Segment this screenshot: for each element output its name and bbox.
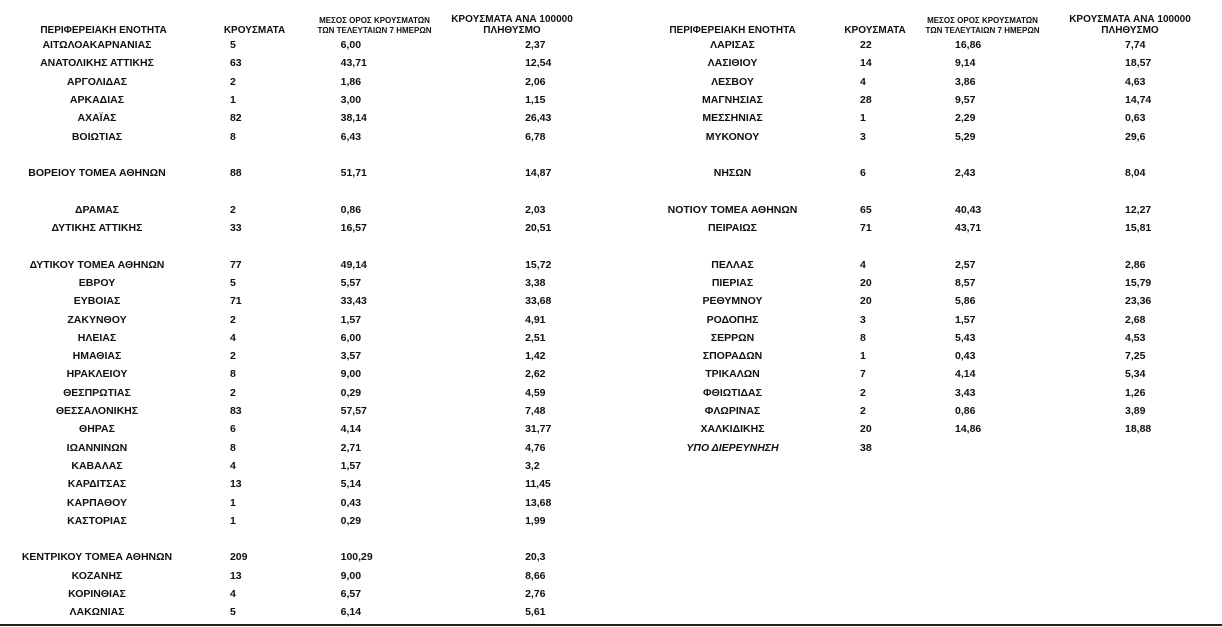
- avg-cell: 3,43: [955, 386, 976, 399]
- cases-cell: 71: [860, 222, 872, 235]
- avg-cell: 14,86: [955, 423, 982, 436]
- avg-cell: 16,57: [340, 222, 367, 235]
- header-cases: ΚΡΟΥΣΜΑΤΑ: [223, 25, 286, 36]
- region-cell: ΚΟΡΙΝΘΙΑΣ: [68, 588, 126, 601]
- avg-cell: 16,86: [955, 39, 982, 52]
- rate-cell: 12,54: [525, 57, 552, 70]
- avg-cell: 38,14: [340, 112, 367, 125]
- rate-cell: 20,3: [525, 551, 546, 564]
- region-cell: ΤΡΙΚΑΛΩΝ: [705, 368, 760, 381]
- avg-cell: 51,71: [340, 167, 367, 180]
- avg-cell: 6,14: [340, 606, 362, 619]
- avg-cell: 6,00: [340, 39, 362, 52]
- header-avg: [302, 16, 447, 36]
- cases-cell: 4: [860, 258, 866, 271]
- table-row: [0, 274, 600, 292]
- avg-cell: 3,86: [955, 75, 976, 88]
- table-row: [0, 310, 600, 328]
- region-cell: ΝΟΤΙΟΥ ΤΟΜΕΑ ΑΘΗΝΩΝ: [667, 203, 798, 216]
- region-cell: ΣΠΟΡΑΔΩΝ: [702, 350, 763, 363]
- table-row: [0, 164, 600, 182]
- avg-cell: 8,57: [955, 277, 976, 289]
- rate-cell: 3,89: [1125, 405, 1146, 418]
- cases-cell: 209: [229, 551, 248, 564]
- rate-cell: 15,72: [525, 258, 552, 271]
- cases-cell: 1: [860, 350, 866, 363]
- avg-cell: 0,86: [340, 203, 362, 216]
- spacer-row: [625, 237, 1222, 255]
- region-cell: ΔΥΤΙΚΗΣ ΑΤΤΙΚΗΣ: [51, 222, 143, 235]
- avg-cell: 9,00: [340, 368, 362, 381]
- avg-cell: 4,14: [955, 368, 976, 381]
- rate-cell: 4,59: [525, 386, 546, 399]
- region-cell: ΖΑΚΥΝΘΟΥ: [67, 313, 127, 326]
- spacer-row: [0, 530, 600, 548]
- rate-cell: 4,63: [1125, 75, 1146, 88]
- cases-cell: 71: [229, 295, 242, 308]
- region-cell: ΛΑΡΙΣΑΣ: [710, 39, 755, 52]
- avg-cell: 0,29: [340, 514, 362, 527]
- avg-cell: 57,57: [340, 405, 367, 418]
- table-row: [0, 402, 600, 420]
- avg-cell: 5,43: [955, 331, 976, 344]
- right-table-header: [625, 4, 1222, 36]
- rate-cell: 1,42: [525, 350, 546, 363]
- table-row: [625, 384, 1222, 402]
- rate-cell: 2,03: [525, 203, 546, 216]
- region-cell: ΥΠΟ ΔΙΕΡΕΥΝΗΣΗ: [686, 441, 779, 454]
- avg-cell: 0,43: [955, 350, 976, 363]
- table-row: [0, 493, 600, 511]
- region-cell: ΘΗΡΑΣ: [79, 423, 115, 436]
- table-row: [0, 475, 600, 493]
- region-cell: ΑΧΑΪΑΣ: [77, 112, 117, 125]
- cases-cell: 88: [229, 167, 242, 180]
- region-cell: ΚΑΡΠΑΘΟΥ: [66, 496, 128, 509]
- avg-cell: 1,57: [955, 313, 976, 326]
- region-cell: ΚΟΖΑΝΗΣ: [71, 569, 123, 582]
- cases-cell: 7: [860, 368, 866, 381]
- rate-cell: 2,62: [525, 368, 546, 381]
- spacer-row: [0, 146, 600, 164]
- region-cell: ΔΥΤΙΚΟΥ ΤΟΜΕΑ ΑΘΗΝΩΝ: [29, 258, 165, 271]
- rate-cell: 2,86: [1125, 258, 1146, 271]
- spacer-row: [625, 182, 1222, 200]
- header-rate-line2: ΠΛΗΘΥΣΜΟ: [1101, 25, 1159, 36]
- rate-cell: 5,61: [525, 606, 546, 619]
- table-row: [625, 310, 1222, 328]
- avg-cell: 6,57: [340, 588, 362, 601]
- avg-cell: 1,86: [340, 75, 362, 88]
- rate-cell: 4,91: [525, 313, 546, 326]
- cases-cell: 28: [860, 94, 872, 107]
- avg-cell: 2,57: [955, 258, 976, 271]
- cases-cell: 2: [229, 350, 236, 363]
- table-row: [625, 292, 1222, 310]
- region-cell: ΛΑΚΩΝΙΑΣ: [69, 606, 125, 619]
- table-row: [0, 256, 600, 274]
- table-row: [0, 36, 600, 54]
- table-row: [625, 347, 1222, 365]
- cases-cell: 6: [229, 423, 236, 436]
- avg-cell: 33,43: [340, 295, 367, 308]
- avg-cell: 9,14: [955, 57, 976, 70]
- avg-cell: 9,57: [955, 94, 976, 107]
- cases-cell: 82: [229, 112, 242, 125]
- cases-cell: 5: [229, 277, 236, 289]
- table-row: [625, 54, 1222, 72]
- table-row: [0, 567, 600, 585]
- region-cell: ΠΕΛΛΑΣ: [711, 258, 754, 271]
- cases-cell: 2: [860, 405, 866, 418]
- table-row: [625, 73, 1222, 91]
- region-cell: ΗΡΑΚΛΕΙΟΥ: [66, 368, 128, 381]
- rate-cell: 11,45: [525, 478, 551, 491]
- rate-cell: 5,34: [1125, 368, 1146, 381]
- avg-cell: 5,29: [955, 130, 976, 143]
- avg-cell: 40,43: [955, 203, 982, 216]
- avg-cell: 2,43: [955, 167, 976, 180]
- rate-cell: 3,2: [525, 459, 540, 472]
- table-row: [625, 127, 1222, 145]
- header-region: ΠΕΡΙΦΕΡΕΙΑΚΗ ΕΝΟΤΗΤΑ: [669, 25, 796, 36]
- rate-cell: 33,68: [525, 295, 552, 308]
- table-row: [0, 73, 600, 91]
- cases-cell: 14: [860, 57, 872, 70]
- table-row: [0, 127, 600, 145]
- rate-cell: 1,99: [525, 514, 546, 527]
- region-cell: ΧΑΛΚΙΔΙΚΗΣ: [700, 423, 765, 436]
- table-row: [625, 256, 1222, 274]
- cases-cell: 3: [860, 313, 866, 326]
- region-cell: ΡΟΔΟΠΗΣ: [706, 313, 759, 326]
- rate-cell: 2,68: [1125, 313, 1146, 326]
- table-row: [0, 201, 600, 219]
- region-cell: ΚΑΡΔΙΤΣΑΣ: [67, 478, 127, 491]
- region-cell: ΚΑΣΤΟΡΙΑΣ: [67, 514, 127, 527]
- region-cell: ΘΕΣΣΑΛΟΝΙΚΗΣ: [55, 405, 139, 418]
- header-cases: ΚΡΟΥΣΜΑΤΑ: [844, 25, 906, 36]
- rate-cell: 7,74: [1125, 39, 1146, 52]
- header-rate-line1: ΚΡΟΥΣΜΑΤΑ ΑΝΑ 100000: [1069, 14, 1191, 25]
- table-row: [625, 36, 1222, 54]
- cases-cell: 3: [860, 130, 866, 143]
- cases-cell: 4: [229, 459, 236, 472]
- region-cell: ΦΛΩΡΙΝΑΣ: [704, 405, 761, 418]
- avg-cell: 49,14: [340, 258, 367, 271]
- table-row: [0, 585, 600, 603]
- rate-cell: 4,76: [525, 441, 546, 454]
- avg-cell: 3,00: [340, 94, 362, 107]
- cases-cell: 22: [860, 39, 872, 52]
- avg-cell: 1,57: [340, 459, 362, 472]
- rate-cell: 2,37: [525, 39, 546, 52]
- table-row: [625, 329, 1222, 347]
- rate-cell: 23,36: [1125, 295, 1152, 308]
- spacer-row: [0, 237, 600, 255]
- header-avg: [910, 16, 1055, 36]
- avg-cell: 100,29: [340, 551, 373, 564]
- region-cell: ΣΕΡΡΩΝ: [710, 331, 755, 344]
- avg-cell: 5,86: [955, 295, 976, 308]
- header-avg-line1: ΜΕΣΟΣ ΟΡΟΣ ΚΡΟΥΣΜΑΤΩΝ: [319, 16, 430, 25]
- table-row: [0, 439, 600, 457]
- rate-cell: 12,27: [1125, 203, 1152, 216]
- rate-cell: 31,77: [525, 423, 552, 436]
- cases-cell: 2: [229, 386, 236, 399]
- cases-cell: 77: [229, 258, 242, 271]
- region-cell: ΑΡΚΑΔΙΑΣ: [69, 94, 125, 107]
- region-cell: ΑΙΤΩΛΟΑΚΑΡΝΑΝΙΑΣ: [42, 39, 152, 52]
- region-cell: ΜΕΣΣΗΝΙΑΣ: [702, 112, 763, 125]
- table-row: [625, 365, 1222, 383]
- region-cell: ΘΕΣΠΡΩΤΙΑΣ: [63, 386, 131, 399]
- region-cell: ΒΟΙΩΤΙΑΣ: [71, 130, 123, 143]
- cases-cell: 4: [229, 588, 236, 601]
- rate-cell: 1,26: [1125, 386, 1146, 399]
- avg-cell: 6,00: [340, 331, 362, 344]
- cases-cell: 1: [229, 496, 236, 509]
- cases-cell: 33: [229, 222, 242, 235]
- region-cell: ΗΜΑΘΙΑΣ: [72, 350, 122, 363]
- rate-cell: 15,79: [1125, 277, 1152, 289]
- header-avg-line2: ΤΩΝ ΤΕΛΕΥΤΑΙΩΝ 7 ΗΜΕΡΩΝ: [317, 26, 432, 35]
- rate-cell: 1,15: [525, 94, 546, 107]
- region-cell: ΕΥΒΟΙΑΣ: [73, 295, 121, 308]
- region-cell: ΦΘΙΩΤΙΔΑΣ: [703, 386, 762, 399]
- cases-cell: 8: [229, 441, 236, 454]
- avg-cell: 0,29: [340, 386, 362, 399]
- region-cell: ΛΕΣΒΟΥ: [711, 75, 754, 88]
- cases-cell: 2: [860, 386, 866, 399]
- region-cell: ΜΥΚΟΝΟΥ: [705, 130, 760, 143]
- cases-cell: 5: [229, 606, 236, 619]
- region-cell: ΠΙΕΡΙΑΣ: [711, 277, 754, 289]
- avg-cell: 0,43: [340, 496, 362, 509]
- left-table-body: [0, 36, 600, 622]
- avg-cell: 43,71: [340, 57, 367, 70]
- region-cell: ΜΑΓΝΗΣΙΑΣ: [702, 94, 763, 107]
- avg-cell: 1,57: [340, 313, 362, 326]
- rate-cell: 2,06: [525, 75, 546, 88]
- cases-cell: 4: [229, 331, 236, 344]
- table-row: [0, 219, 600, 237]
- region-cell: ΔΡΑΜΑΣ: [74, 203, 119, 216]
- table-row: [0, 292, 600, 310]
- header-region: ΠΕΡΙΦΕΡΕΙΑΚΗ ΕΝΟΤΗΤΑ: [40, 25, 167, 36]
- left-table: [0, 4, 600, 622]
- bottom-rule: [0, 624, 1222, 626]
- cases-cell: 2: [229, 75, 236, 88]
- cases-cell: 8: [860, 331, 866, 344]
- table-row: [0, 91, 600, 109]
- cases-cell: 8: [229, 130, 236, 143]
- cases-cell: 20: [860, 295, 872, 308]
- cases-cell: 2: [229, 313, 236, 326]
- rate-cell: 26,43: [525, 112, 552, 125]
- cases-cell: 6: [860, 167, 866, 180]
- region-cell: ΛΑΣΙΘΙΟΥ: [707, 57, 758, 70]
- rate-cell: 20,51: [525, 222, 552, 235]
- table-row: [0, 329, 600, 347]
- table-row: [0, 384, 600, 402]
- avg-cell: 2,71: [340, 441, 362, 454]
- table-row: [0, 512, 600, 530]
- rate-cell: 2,76: [525, 588, 546, 601]
- spacer-row: [625, 146, 1222, 164]
- cases-cell: 38: [860, 441, 872, 454]
- cases-cell: 20: [860, 423, 872, 436]
- left-table-header: [0, 4, 600, 36]
- table-row: [625, 439, 1222, 457]
- rate-cell: 7,25: [1125, 350, 1146, 363]
- table-row: [625, 219, 1222, 237]
- region-cell: ΚΕΝΤΡΙΚΟΥ ΤΟΜΕΑ ΑΘΗΝΩΝ: [21, 551, 173, 564]
- table-row: [625, 274, 1222, 292]
- table-row: [0, 54, 600, 72]
- rate-cell: 8,04: [1125, 167, 1146, 180]
- table-row: [0, 548, 600, 566]
- header-rate-line1: ΚΡΟΥΣΜΑΤΑ ΑΝΑ 100000: [451, 14, 573, 25]
- table-row: [625, 91, 1222, 109]
- table-row: [625, 402, 1222, 420]
- cases-cell: 1: [229, 94, 236, 107]
- region-cell: ΠΕΙΡΑΙΩΣ: [708, 222, 757, 235]
- table-row: [0, 365, 600, 383]
- cases-cell: 63: [229, 57, 242, 70]
- table-row: [0, 420, 600, 438]
- cases-cell: 5: [229, 39, 236, 52]
- region-cell: ΡΕΘΥΜΝΟΥ: [702, 295, 763, 308]
- cases-cell: 1: [229, 514, 236, 527]
- rate-cell: 29,6: [1125, 130, 1146, 143]
- table-row: [625, 109, 1222, 127]
- region-cell: ΑΡΓΟΛΙΔΑΣ: [66, 75, 128, 88]
- cases-cell: 2: [229, 203, 236, 216]
- header-avg-line1: ΜΕΣΟΣ ΟΡΟΣ ΚΡΟΥΣΜΑΤΩΝ: [927, 16, 1038, 25]
- table-row: [625, 201, 1222, 219]
- avg-cell: 6,43: [340, 130, 362, 143]
- rate-cell: 13,68: [525, 496, 552, 509]
- rate-cell: 15,81: [1125, 222, 1152, 235]
- rate-cell: 0,63: [1125, 112, 1146, 125]
- region-cell: ΒΟΡΕΙΟΥ ΤΟΜΕΑ ΑΘΗΝΩΝ: [28, 167, 166, 180]
- rate-cell: 8,66: [525, 569, 546, 582]
- header-rate: [447, 14, 577, 36]
- region-cell: ΝΗΣΩΝ: [713, 167, 752, 180]
- cases-cell: 13: [229, 478, 242, 491]
- avg-cell: 0,86: [955, 405, 976, 418]
- rate-cell: 18,88: [1125, 423, 1152, 436]
- region-cell: ΑΝΑΤΟΛΙΚΗΣ ΑΤΤΙΚΗΣ: [40, 57, 154, 70]
- avg-cell: 3,57: [340, 350, 362, 363]
- avg-cell: 5,57: [340, 277, 362, 289]
- cases-cell: 65: [860, 203, 872, 216]
- region-cell: ΙΩΑΝΝΙΝΩΝ: [66, 441, 128, 454]
- header-rate: [1055, 14, 1205, 36]
- rate-cell: 4,53: [1125, 331, 1146, 344]
- cases-cell: 8: [229, 368, 236, 381]
- cases-cell: 4: [860, 75, 866, 88]
- region-cell: ΚΑΒΑΛΑΣ: [71, 459, 123, 472]
- avg-cell: 4,14: [340, 423, 362, 436]
- table-row: [0, 457, 600, 475]
- rate-cell: 14,87: [525, 167, 552, 180]
- right-table: [625, 4, 1222, 457]
- spacer-row: [0, 182, 600, 200]
- rate-cell: 14,74: [1125, 94, 1152, 107]
- region-cell: ΗΛΕΙΑΣ: [77, 331, 117, 344]
- header-rate-line2: ΠΛΗΘΥΣΜΟ: [483, 25, 541, 36]
- avg-cell: 5,14: [340, 478, 362, 491]
- rate-cell: 18,57: [1125, 57, 1152, 70]
- table-row: [0, 603, 600, 621]
- right-table-body: [625, 36, 1222, 457]
- avg-cell: 43,71: [955, 222, 982, 235]
- rate-cell: 2,51: [525, 331, 546, 344]
- cases-cell: 83: [229, 405, 242, 418]
- table-row: [625, 420, 1222, 438]
- rate-cell: 7,48: [525, 405, 546, 418]
- table-row: [625, 164, 1222, 182]
- region-cell: ΕΒΡΟΥ: [78, 277, 116, 289]
- rate-cell: 6,78: [525, 130, 546, 143]
- avg-cell: 2,29: [955, 112, 976, 125]
- rate-cell: 3,38: [525, 277, 546, 289]
- header-avg-line2: ΤΩΝ ΤΕΛΕΥΤΑΙΩΝ 7 ΗΜΕΡΩΝ: [925, 26, 1040, 35]
- cases-cell: 20: [860, 277, 872, 289]
- table-row: [0, 109, 600, 127]
- cases-cell: 1: [860, 112, 866, 125]
- table-row: [0, 347, 600, 365]
- cases-cell: 13: [229, 569, 242, 582]
- avg-cell: 9,00: [340, 569, 362, 582]
